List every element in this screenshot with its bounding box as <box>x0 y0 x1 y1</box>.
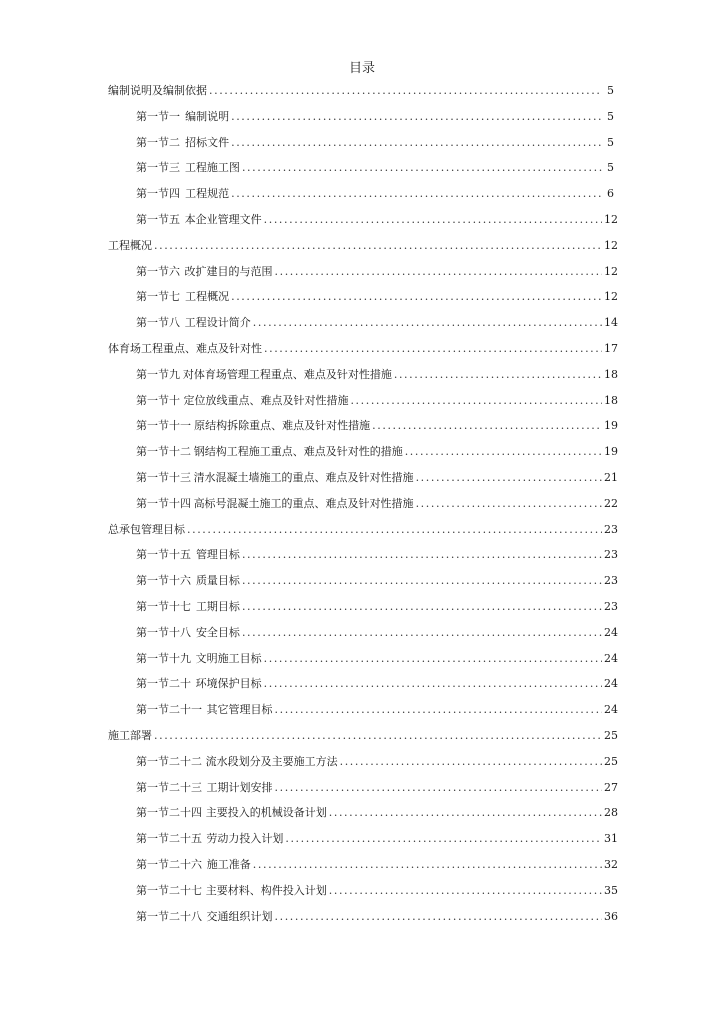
toc-page-number: 36 <box>604 909 618 923</box>
toc-entry-title: 对体育场管理工程重点、难点及针对性措施 <box>182 367 392 381</box>
toc-section-entry[interactable] <box>0 181 724 201</box>
toc-section-number: 第一节五 <box>136 213 180 226</box>
toc-entry-title: 管理目标 <box>195 548 240 562</box>
toc-page-number: 14 <box>604 316 618 330</box>
toc-section-number: 第一节二十 <box>136 677 191 691</box>
toc-section-number: 第一节九 <box>136 367 180 381</box>
toc-section-entry[interactable] <box>0 207 724 227</box>
toc-section-number: 第一节二十五 <box>136 832 202 846</box>
toc-dot-leader <box>242 161 602 175</box>
toc-page-number: 12 <box>604 238 618 252</box>
toc-entry-title: 劳动力投入计划 <box>206 832 284 846</box>
toc-dot-leader <box>275 781 603 795</box>
toc-section-entry[interactable] <box>0 130 724 150</box>
toc-section-number: 第一节十五 <box>136 548 191 562</box>
toc-section-number: 第一节十八 <box>136 625 191 639</box>
toc-section-entry[interactable] <box>0 104 724 124</box>
toc-dot-leader <box>340 755 602 769</box>
toc-dot-leader <box>154 239 602 253</box>
toc-section-entry[interactable] <box>0 646 724 666</box>
toc-section-number: 第一节三 <box>136 161 180 175</box>
toc-dot-leader <box>231 110 602 124</box>
toc-section-number: 第一节六 <box>136 264 180 278</box>
toc-section-entry[interactable] <box>0 310 724 330</box>
toc-section-entry[interactable] <box>0 413 724 433</box>
toc-dot-leader <box>350 394 602 408</box>
toc-page-number: 35 <box>604 883 618 897</box>
toc-page-number: 18 <box>604 367 618 381</box>
toc-section-entry[interactable] <box>0 259 724 279</box>
toc-dot-leader <box>329 884 602 898</box>
toc-dot-leader <box>187 523 602 537</box>
toc-section-entry[interactable] <box>0 155 724 175</box>
toc-chapter-entry[interactable] <box>0 336 724 356</box>
toc-entry-title: 施工准备 <box>206 858 251 871</box>
toc-entry-title: 招标文件 <box>185 135 230 149</box>
toc-entry-title: 工期目标 <box>195 600 240 613</box>
toc-section-entry[interactable] <box>0 568 724 588</box>
toc-entry-title: 工程设计简介 <box>184 316 251 330</box>
toc-section-entry[interactable] <box>0 362 724 382</box>
toc-page-number: 23 <box>604 522 618 536</box>
toc-dot-leader <box>416 497 602 511</box>
toc-entry-title: 交通组织计划 <box>206 909 273 923</box>
toc-section-number: 第一节二十二 <box>136 754 202 768</box>
toc-dot-leader <box>154 729 602 743</box>
toc-section-number: 第一节二十一 <box>136 703 202 717</box>
toc-dot-leader <box>231 136 602 150</box>
toc-page-number: 12 <box>604 290 618 304</box>
toc-section-entry[interactable] <box>0 852 724 872</box>
toc-section-number: 第一节十四 <box>136 496 191 510</box>
toc-chapter-entry[interactable] <box>0 517 724 537</box>
toc-section-number: 第一节十二 <box>136 445 191 459</box>
toc-page-number: 25 <box>604 729 618 742</box>
toc-page-number: 5 <box>607 109 614 123</box>
toc-page-number: 24 <box>604 651 618 665</box>
toc-page-number: 21 <box>604 471 618 484</box>
toc-section-number: 第一节二十八 <box>136 909 202 923</box>
toc-page-number: 28 <box>604 806 618 820</box>
toc-dot-leader <box>264 652 602 666</box>
toc-section-number: 第一节二十三 <box>136 780 202 794</box>
toc-section-number: 第一节一 <box>136 109 180 123</box>
toc-page-number: 5 <box>607 135 614 149</box>
toc-dot-leader <box>264 213 602 227</box>
toc-entry-title: 其它管理目标 <box>206 703 273 717</box>
toc-page-number: 27 <box>604 780 618 794</box>
toc-dot-leader <box>242 626 602 640</box>
toc-section-number: 第一节十三 <box>136 471 191 484</box>
toc-page-number: 19 <box>604 445 618 459</box>
toc-page-number: 32 <box>604 858 618 871</box>
toc-section-entry[interactable] <box>0 620 724 640</box>
toc-section-entry[interactable] <box>0 284 724 304</box>
toc-page-number: 18 <box>604 393 618 407</box>
toc-entry-title: 工程概况 <box>185 290 230 304</box>
toc-section-number: 第一节八 <box>136 316 180 330</box>
toc-section-number: 第一节十七 <box>136 600 191 613</box>
toc-title: 目录 <box>348 61 375 76</box>
toc-dot-leader <box>372 419 602 433</box>
toc-dot-leader <box>231 187 602 201</box>
toc-dot-leader <box>242 574 602 588</box>
toc-entry-title: 工期计划安排 <box>206 780 273 794</box>
toc-dot-leader <box>394 368 602 382</box>
toc-entry-title: 文明施工目标 <box>195 651 262 665</box>
toc-page-number: 17 <box>604 342 618 355</box>
toc-dot-leader <box>242 548 602 562</box>
toc-section-entry[interactable] <box>0 671 724 691</box>
toc-section-entry[interactable] <box>0 775 724 795</box>
toc-section-number: 第一节二十七 <box>136 883 202 897</box>
toc-page-number: 12 <box>604 264 618 278</box>
toc-section-entry[interactable] <box>0 594 724 614</box>
toc-section-number: 第一节十 <box>136 393 180 407</box>
toc-dot-leader <box>285 832 602 846</box>
toc-section-number: 第一节十六 <box>136 574 191 588</box>
toc-section-number: 第一节七 <box>136 290 180 304</box>
toc-entry-title: 清水混凝土墙施工的重点、难点及针对性措施 <box>193 471 414 484</box>
toc-page-number: 24 <box>604 703 618 717</box>
toc-page-number: 19 <box>604 419 618 433</box>
toc-page-number: 23 <box>604 548 618 562</box>
toc-page-number: 5 <box>607 84 614 97</box>
toc-chapter-entry[interactable] <box>0 78 724 98</box>
toc-section-entry[interactable] <box>0 491 724 511</box>
toc-page-number: 31 <box>604 832 618 846</box>
toc-entry-title: 钢结构工程施工重点、难点及针对性的措施 <box>193 445 403 459</box>
toc-entry-title: 编制说明 <box>185 109 230 123</box>
toc-dot-leader <box>264 342 602 356</box>
toc-dot-leader <box>275 910 603 924</box>
toc-entry-title: 安全目标 <box>195 625 240 639</box>
toc-dot-leader <box>242 600 602 614</box>
toc-entry-title: 施工部署 <box>108 729 152 742</box>
toc-dot-leader <box>231 290 602 304</box>
toc-dot-leader <box>275 703 603 717</box>
toc-dot-leader <box>209 84 602 98</box>
toc-section-entry[interactable] <box>0 697 724 717</box>
toc-section-entry[interactable] <box>0 878 724 898</box>
toc-entry-title: 总承包管理目标 <box>108 522 185 536</box>
toc-entry-title: 改扩建目的与范围 <box>184 264 273 278</box>
toc-chapter-entry[interactable] <box>0 723 724 743</box>
toc-entry-title: 原结构拆除重点、难点及针对性措施 <box>194 419 371 433</box>
toc-page-number: 23 <box>604 574 618 588</box>
toc-entry-title: 工程规范 <box>185 187 230 201</box>
toc-section-number: 第一节十一 <box>136 419 191 433</box>
toc-section-entry[interactable] <box>0 465 724 485</box>
toc-entry-title: 定位放线重点、难点及针对性措施 <box>183 393 349 407</box>
toc-entry-title: 质量目标 <box>195 574 240 588</box>
toc-page-number: 5 <box>607 161 614 175</box>
toc-page-number: 25 <box>604 754 618 768</box>
toc-page-number: 6 <box>607 187 614 201</box>
toc-entry-title: 高标号混凝土施工的重点、难点及针对性措施 <box>193 496 414 510</box>
toc-dot-leader <box>329 806 602 820</box>
toc-entry-title: 体育场工程重点、难点及针对性 <box>108 342 262 355</box>
toc-entry-title: 工程概况 <box>108 238 152 252</box>
toc-page-number: 24 <box>604 625 618 639</box>
toc-section-entry[interactable] <box>0 439 724 459</box>
toc-dot-leader <box>264 677 602 691</box>
toc-page-number: 23 <box>604 600 618 613</box>
toc-section-number: 第一节二十六 <box>136 858 202 871</box>
toc-dot-leader <box>253 316 602 330</box>
toc-entry-title: 环境保护目标 <box>195 677 262 691</box>
toc-section-entry[interactable] <box>0 542 724 562</box>
toc-section-entry[interactable] <box>0 826 724 846</box>
toc-section-entry[interactable] <box>0 904 724 924</box>
toc-section-entry[interactable] <box>0 749 724 769</box>
toc-dot-leader <box>253 858 602 872</box>
toc-entry-title: 工程施工图 <box>184 161 240 175</box>
toc-entry-title: 主要材料、构件投入计划 <box>205 883 327 897</box>
toc-section-entry[interactable] <box>0 800 724 820</box>
toc-page-number: 22 <box>604 496 618 510</box>
toc-entry-title: 主要投入的机械设备计划 <box>205 806 327 820</box>
toc-section-number: 第一节二 <box>136 135 180 149</box>
toc-dot-leader <box>275 265 603 279</box>
toc-section-number: 第一节四 <box>136 187 180 201</box>
toc-section-number: 第一节二十四 <box>136 806 202 820</box>
toc-entry-title: 本企业管理文件 <box>184 213 262 226</box>
toc-entry-title: 编制说明及编制依据 <box>108 84 207 97</box>
toc-page-number: 12 <box>604 213 618 226</box>
toc-entry-title: 流水段划分及主要施工方法 <box>205 754 338 768</box>
toc-page-number: 24 <box>604 677 618 691</box>
toc-section-number: 第一节十九 <box>136 651 191 665</box>
toc-dot-leader <box>416 471 602 485</box>
toc-section-entry[interactable] <box>0 388 724 408</box>
toc-chapter-entry[interactable] <box>0 233 724 253</box>
toc-dot-leader <box>405 445 602 459</box>
